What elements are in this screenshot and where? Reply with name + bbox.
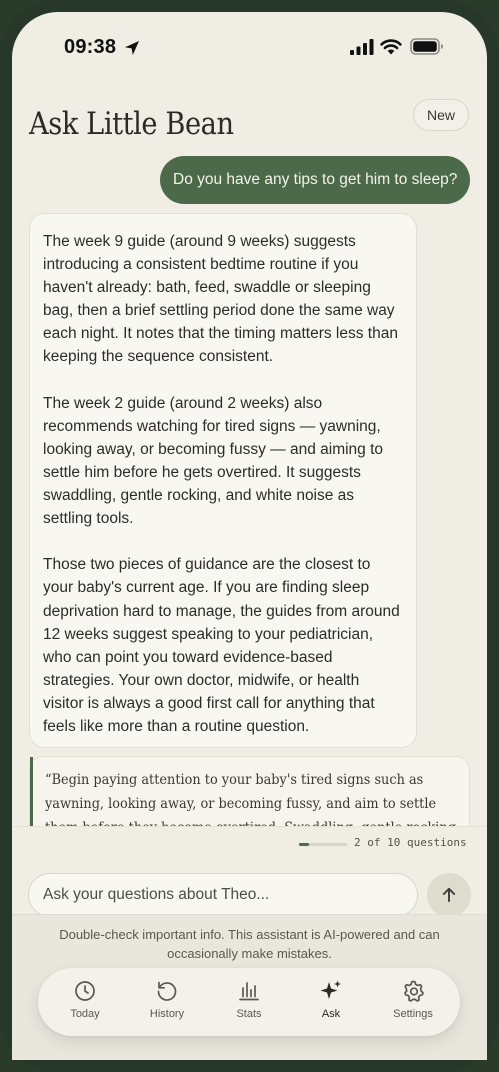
status-time: 09:38 bbox=[64, 36, 117, 58]
tab-history[interactable] bbox=[126, 968, 208, 1036]
source-quote-text: “Begin paying attention to your baby's tired signs such as yawning, looking away, or becoming fussy, and aim to settle bbox=[45, 772, 437, 812]
question-input[interactable] bbox=[28, 873, 418, 917]
composer-area bbox=[12, 826, 487, 916]
clock-icon bbox=[73, 979, 97, 1003]
tab-ask[interactable] bbox=[290, 968, 372, 1036]
tab-today[interactable] bbox=[44, 968, 126, 1036]
cellular-signal-icon bbox=[350, 39, 374, 55]
assistant-paragraph: The week 9 guide (around 9 weeks) suggests introducing a consistent bedtime routine if you haven't already: bath, feed, swaddle or sleeping bag, then a brief settling period done the same way each night. It notes that the timing matters less than keeping the sequence consistent. bbox=[43, 233, 398, 366]
gear-icon bbox=[401, 979, 425, 1003]
user-message-bubble: Do you have any tips to get him to sleep? bbox=[160, 156, 470, 204]
send-button[interactable] bbox=[427, 873, 471, 917]
new-chat-button[interactable]: New bbox=[413, 99, 469, 131]
ai-disclaimer: Double-check important info. This assistant is AI-powered and can occasionally make mistakes. bbox=[59, 927, 440, 961]
question-progress-fill bbox=[299, 843, 309, 846]
tab-stats[interactable] bbox=[208, 968, 290, 1036]
tab-settings[interactable] bbox=[372, 968, 454, 1036]
tab-label: History bbox=[149, 1008, 185, 1020]
app-screen bbox=[12, 12, 487, 1060]
question-progress-bar bbox=[299, 843, 347, 846]
history-icon bbox=[155, 979, 179, 1003]
page-title: Ask Little Bean bbox=[29, 106, 234, 142]
location-arrow-icon bbox=[124, 40, 140, 56]
assistant-message-card bbox=[29, 213, 417, 748]
tab-label: Today bbox=[70, 1008, 100, 1020]
assistant-paragraph: Those two pieces of guidance are the closest to your baby's current age. If you are finding sleep deprivation hard to manage, the guides from around 12 weeks suggest speaking to your pediatrician, who can point you toward evidence-based strategies. Your own doctor, midwife, or health visitor is always a good first call for anything that feels like more than a routine question. bbox=[43, 556, 400, 735]
sparkle-icon bbox=[319, 979, 343, 1003]
arrow-up-icon bbox=[440, 886, 458, 904]
question-count: 2 of 10 questions bbox=[354, 836, 467, 849]
tab-bar bbox=[38, 968, 460, 1036]
tab-label: Settings bbox=[393, 1008, 433, 1020]
wifi-icon bbox=[380, 38, 402, 55]
status-bar bbox=[12, 12, 487, 72]
tab-label: Stats bbox=[236, 1008, 262, 1020]
bar-chart-icon bbox=[237, 979, 261, 1003]
tab-label: Ask bbox=[321, 1008, 341, 1020]
assistant-paragraph: The week 2 guide (around 2 weeks) also recommends watching for tired signs — yawning, looking away, or becoming fussy — and aiming to settle him before he gets overtired. It suggests swaddling, gentle rocking, and white noise as settling tools. bbox=[43, 394, 384, 528]
battery-icon bbox=[410, 38, 444, 55]
